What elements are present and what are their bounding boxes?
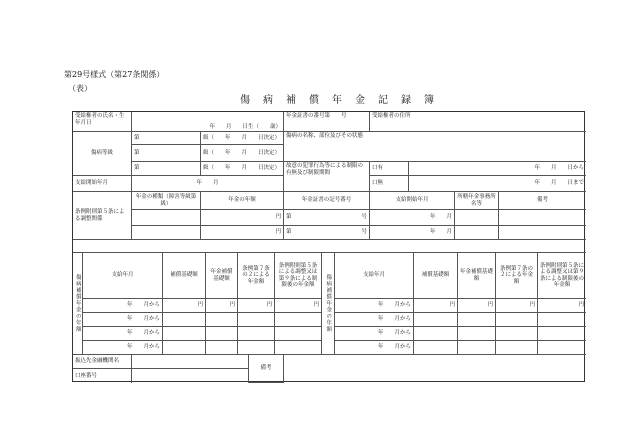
- annual-side-label-left: 傷病補償年金の年額: [73, 253, 83, 355]
- adjust-remarks-label: 備考: [499, 192, 586, 210]
- art7-cell[interactable]: [496, 327, 538, 341]
- art7-cell[interactable]: 円: [238, 299, 275, 313]
- birth-date-field[interactable]: 年 月 日生（ 歳）: [132, 112, 284, 132]
- art7-cell[interactable]: [238, 327, 275, 341]
- art7-cell[interactable]: [238, 341, 275, 355]
- annual-amount-field[interactable]: 円: [201, 226, 284, 240]
- pension-record-form: [72, 111, 585, 382]
- start-month-label: 支給開始年月: [73, 176, 132, 192]
- paid-month-header: 支給年月: [335, 253, 414, 299]
- paid-month-header: 支給年月: [83, 253, 163, 299]
- annual-amount-label: 年金の年額: [201, 192, 284, 210]
- bank-name-label: 振込先金融機関名: [73, 355, 132, 369]
- pension-kind-field[interactable]: [132, 226, 201, 240]
- paid-month-cell[interactable]: 年 月から: [335, 299, 414, 313]
- base-amount-cell[interactable]: [414, 313, 458, 327]
- grade-decision-field[interactable]: 級（ 年 月 日決定）: [201, 162, 284, 176]
- art5-header: 条例附則第５条による調整又は第９条による制限後の年金額: [275, 253, 322, 299]
- pension-base-cell[interactable]: [206, 327, 238, 341]
- restriction-until-field[interactable]: 年 月 日まで: [409, 176, 586, 192]
- paid-month-cell[interactable]: 年 月から: [335, 313, 414, 327]
- pension-office-label: 所轄年金事務所名等: [455, 192, 499, 210]
- adjust-remarks-field[interactable]: [499, 210, 586, 226]
- gou-text: 号: [361, 214, 367, 221]
- base-amount-cell[interactable]: [414, 341, 458, 355]
- bank-remarks-field[interactable]: [284, 355, 586, 383]
- art5-cell[interactable]: [275, 327, 322, 341]
- cert-code-field[interactable]: [284, 210, 370, 226]
- paid-month-cell[interactable]: 年 月から: [335, 327, 414, 341]
- paid-month-cell[interactable]: 年 月から: [83, 313, 163, 327]
- pension-kind-field[interactable]: [132, 210, 201, 226]
- form-side-label: （表）: [68, 84, 92, 93]
- paid-month-cell[interactable]: 年 月から: [83, 299, 163, 313]
- art5-cell[interactable]: 円: [538, 299, 586, 313]
- bank-name-field[interactable]: [132, 355, 249, 369]
- adjust-start-field[interactable]: 年 月: [370, 226, 455, 240]
- base-amount-cell[interactable]: [414, 327, 458, 341]
- pension-base-cell[interactable]: [458, 341, 496, 355]
- annual-amount-field[interactable]: 円: [201, 210, 284, 226]
- dai-text: 第: [286, 214, 292, 221]
- pension-base-cell[interactable]: [458, 327, 496, 341]
- paid-month-cell[interactable]: 年 月から: [83, 327, 163, 341]
- cert-code-label: 年金証書の記号番号: [284, 192, 370, 210]
- art7-cell[interactable]: [496, 313, 538, 327]
- injury-grade-label: 傷病等級: [73, 132, 132, 176]
- paid-month-cell[interactable]: 年 月から: [335, 341, 414, 355]
- art7-cell[interactable]: [238, 313, 275, 327]
- certificate-number-field[interactable]: 年金証書の番号第 号: [284, 112, 370, 132]
- art5-cell[interactable]: [275, 313, 322, 327]
- base-amount-cell[interactable]: [163, 341, 206, 355]
- section-spacer: [73, 240, 586, 253]
- art5-cell[interactable]: [538, 327, 586, 341]
- art7-header: 条例第７条の２による年金額: [496, 253, 538, 299]
- pension-base-header: 年金補償基礎額: [458, 253, 496, 299]
- dai-text: 第: [286, 229, 292, 236]
- art5-header: 条例附則第５条による調整又は第９条による制限後の年金額: [538, 253, 586, 299]
- recipient-name-label: 受給権者の氏名・生年月日: [73, 112, 132, 132]
- adjustment-label: 条例附則第５条による調整関係: [73, 192, 132, 240]
- recipient-address-field[interactable]: 受給権者の住所: [370, 112, 586, 132]
- start-month-field[interactable]: 年 月: [132, 176, 284, 192]
- gou-text: 号: [361, 229, 367, 236]
- pension-base-cell[interactable]: [206, 313, 238, 327]
- grade-decision-field[interactable]: 級（ 年 月 日決定）: [201, 145, 284, 162]
- paid-month-cell[interactable]: 年 月から: [83, 341, 163, 355]
- art5-cell[interactable]: [275, 341, 322, 355]
- pension-base-cell[interactable]: [458, 313, 496, 327]
- art7-cell[interactable]: 円: [496, 299, 538, 313]
- document-title: 傷病補償年金記録簿: [240, 95, 447, 106]
- adjust-remarks-field[interactable]: [499, 226, 586, 240]
- pension-base-cell[interactable]: 円: [206, 299, 238, 313]
- grade-prefix: 第: [132, 162, 201, 176]
- pension-kind-label: 年金の種類（障害等級第 級）: [132, 192, 201, 210]
- account-number-label: 口座番号: [73, 369, 132, 383]
- pension-base-cell[interactable]: 円: [458, 299, 496, 313]
- account-number-field[interactable]: [132, 369, 249, 383]
- base-amount-cell[interactable]: 円: [163, 299, 206, 313]
- restriction-no-checkbox[interactable]: 口無: [370, 176, 409, 192]
- pension-base-cell[interactable]: [206, 341, 238, 355]
- base-amount-cell[interactable]: 円: [414, 299, 458, 313]
- grade-decision-field[interactable]: 級（ 年 月 日決定）: [201, 132, 284, 145]
- restriction-yes-checkbox[interactable]: 口有: [370, 162, 409, 176]
- art7-cell[interactable]: [496, 341, 538, 355]
- base-amount-cell[interactable]: [163, 327, 206, 341]
- adjust-start-label: 支給開始年月: [370, 192, 455, 210]
- pension-office-field[interactable]: [455, 210, 499, 226]
- adjust-start-field[interactable]: 年 月: [370, 210, 455, 226]
- pension-office-field[interactable]: [455, 226, 499, 240]
- art5-cell[interactable]: [538, 313, 586, 327]
- base-amount-cell[interactable]: [163, 313, 206, 327]
- art5-cell[interactable]: 円: [275, 299, 322, 313]
- form-number: 第29号様式（第27条関係）: [64, 70, 165, 79]
- base-amount-header: 補償基礎額: [163, 253, 206, 299]
- art7-header: 条例第７条の２による年金額: [238, 253, 275, 299]
- base-amount-header: 補償基礎額: [414, 253, 458, 299]
- annual-side-label-right: 傷病補償年金の年額: [322, 253, 335, 355]
- grade-prefix: 第: [132, 145, 201, 162]
- art5-cell[interactable]: [538, 341, 586, 355]
- grade-prefix: 第: [132, 132, 201, 145]
- restriction-from-field[interactable]: 年 月 日から: [409, 162, 586, 176]
- pension-base-header: 年金補償基礎額: [206, 253, 238, 299]
- crime-restriction-label: 故意の犯罪行為等による制限の有無及び制限期間: [284, 162, 370, 192]
- injury-condition-field[interactable]: 傷病の名称、部位及びその状態: [284, 132, 586, 162]
- cert-code-field[interactable]: [284, 226, 370, 240]
- bank-remarks-label: 備考: [249, 355, 284, 383]
